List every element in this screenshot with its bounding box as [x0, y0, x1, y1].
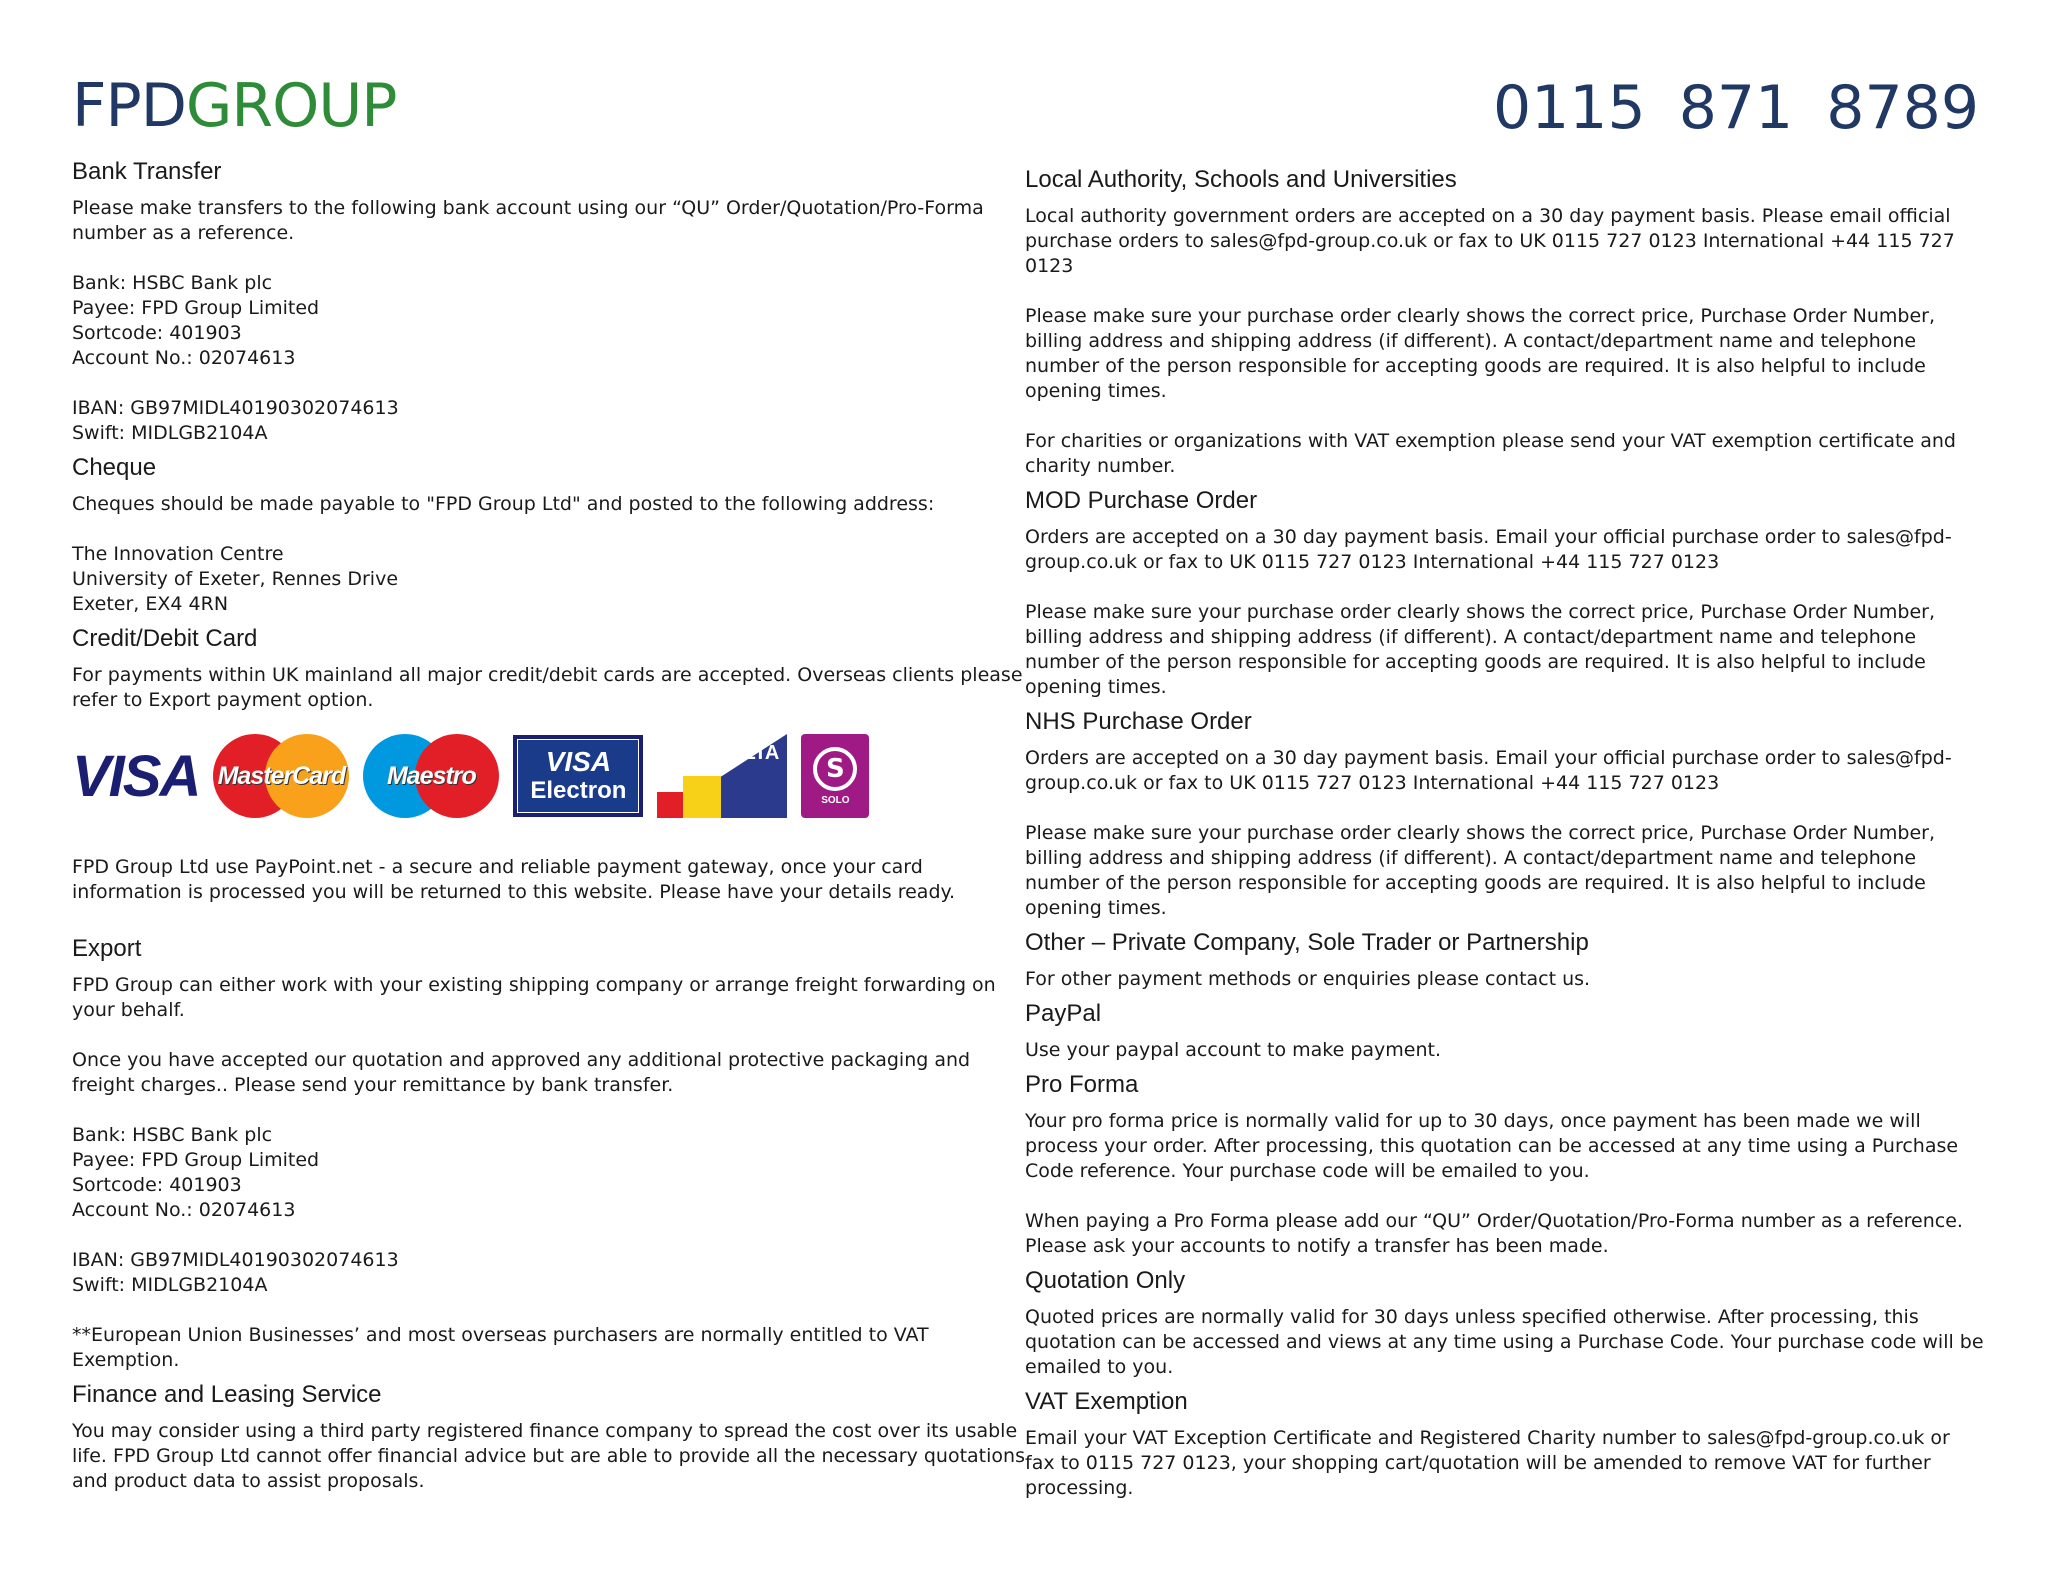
vat-p1: Email your VAT Exception Certificate and Registered Charity number to sales@fpd-group.co.uk or fax to 0115 727 0123, your shopping cart/quotation will be amended to remove VAT for further processing. — [1025, 1427, 1950, 1499]
mod-p2: Please make sure your purchase order clearly shows the correct price, Purchase Order Number, billing address and shipping address (if different). A contact/department name and telephone number of the person responsible for accepting goods are required. It is also helpful to include opening times. — [1025, 601, 1936, 698]
export-iban: IBAN: GB97MIDL40190302074613 Swift: MIDLGB2104A — [72, 1249, 399, 1296]
mastercard-label: MasterCard — [217, 762, 346, 790]
mod-p1: Orders are accepted on a 30 day payment basis. Email your official purchase order to sales@fpd-group.co.uk or fax to UK 0115 727 0123 International +44 115 727 0123 — [1025, 526, 1952, 573]
left-column — [72, 158, 1032, 1502]
export-bank-details: Bank: HSBC Bank plc Payee: FPD Group Limited Sortcode: 401903 Account No.: 02074613 — [72, 1124, 320, 1221]
electron-visa-label: VISA — [545, 746, 612, 777]
cheque-title: Cheque — [72, 454, 157, 481]
card-title: Credit/Debit Card — [72, 625, 258, 652]
right-column — [1025, 166, 1985, 1509]
paypal-title: PayPal — [1025, 1000, 1102, 1027]
bank-transfer-section — [72, 158, 1032, 446]
cheque-intro: Cheques should be made payable to "FPD Group Ltd" and posted to the following address: — [72, 493, 935, 515]
paypal-section — [1025, 1000, 1985, 1063]
pro-forma-title: Pro Forma — [1025, 1071, 1139, 1098]
electron-label: Electron — [530, 777, 627, 804]
card-intro: For payments within UK mainland all major credit/debit cards are accepted. Overseas clients please refer to Export payment option. — [72, 664, 1023, 711]
export-section — [72, 935, 1032, 1373]
mod-section — [1025, 487, 1985, 700]
delta-logo-icon — [657, 734, 787, 818]
visa-logo-icon: VISA — [72, 743, 200, 809]
finance-text: You may consider using a third party registered finance company to spread the cost over its usable life. FPD Group Ltd cannot offer financial advice but are able to provide all the necessary quotations and product data to assist proposals. — [72, 1420, 1025, 1492]
cheque-section — [72, 454, 1032, 617]
solo-label: SOLO — [821, 794, 850, 806]
card-logos — [72, 733, 1032, 819]
local-authority-p3: For charities or organizations with VAT exemption please send your VAT exemption certificate and charity number. — [1025, 430, 1956, 477]
finance-title: Finance and Leasing Service — [72, 1381, 382, 1408]
card-section — [72, 625, 1032, 905]
other-p1: For other payment methods or enquiries please contact us. — [1025, 968, 1591, 990]
maestro-logo-icon — [363, 734, 499, 818]
quotation-p1: Quoted prices are normally valid for 30 days unless specified otherwise. After processing, this quotation can be accessed and views at any time using a Purchase Code. Your purchase code will be emailed to you. — [1025, 1306, 1984, 1378]
solo-logo-icon: S SOLO — [801, 734, 869, 818]
finance-section — [72, 1381, 1032, 1494]
logo-group: GROUP — [185, 71, 397, 141]
bank-transfer-iban: IBAN: GB97MIDL40190302074613 Swift: MIDLGB2104A — [72, 397, 399, 444]
cheque-address: The Innovation Centre University of Exeter, Rennes Drive Exeter, EX4 4RN — [72, 543, 399, 615]
export-vat-note: **European Union Businesses’ and most overseas purchasers are normally entitled to VAT Exemption. — [72, 1324, 929, 1371]
bank-transfer-details: Bank: HSBC Bank plc Payee: FPD Group Limited Sortcode: 401903 Account No.: 02074613 — [72, 272, 320, 369]
vat-title: VAT Exemption — [1025, 1388, 1188, 1415]
bank-transfer-intro: Please make transfers to the following bank account using our “QU” Order/Quotation/Pro-Forma number as a reference. — [72, 197, 984, 244]
mastercard-logo-icon — [213, 734, 349, 818]
other-title: Other – Private Company, Sole Trader or Partnership — [1025, 929, 1589, 956]
other-section — [1025, 929, 1985, 992]
fpd-group-logo — [72, 71, 397, 141]
pro-forma-p2: When paying a Pro Forma please add our “QU” Order/Quotation/Pro-Forma number as a reference. Please ask your accounts to notify a transfer has been made. — [1025, 1210, 1963, 1257]
pro-forma-section — [1025, 1071, 1985, 1259]
nhs-title: NHS Purchase Order — [1025, 708, 1252, 735]
local-authority-p1: Local authority government orders are accepted on a 30 day payment basis. Please email official purchase orders to sales@fpd-group.co.uk or fax to UK 0115 727 0123 International +44 115 727 0123 — [1025, 205, 1955, 277]
pro-forma-p1: Your pro forma price is normally valid for up to 30 days, once payment has been made we will process your order. After processing, this quotation can be accessed at any time using a Purchase Code reference. Your purchase code will be emailed to you. — [1025, 1110, 1959, 1182]
maestro-label: Maestro — [386, 762, 476, 790]
local-authority-title: Local Authority, Schools and Universities — [1025, 166, 1457, 193]
card-paypoint-text: FPD Group Ltd use PayPoint.net - a secure and reliable payment gateway, once your card information is processed you will be returned to this website. Please have your details ready. — [72, 856, 956, 903]
vat-section — [1025, 1388, 1985, 1501]
mod-title: MOD Purchase Order — [1025, 487, 1258, 514]
bank-transfer-title: Bank Transfer — [72, 158, 222, 185]
quotation-title: Quotation Only — [1025, 1267, 1186, 1294]
quotation-section — [1025, 1267, 1985, 1380]
logo-fpd: FPD — [72, 71, 186, 141]
export-p1: FPD Group can either work with your existing shipping company or arrange freight forwarding on your behalf. — [72, 974, 996, 1021]
visa-electron-logo-icon — [513, 735, 643, 817]
nhs-section — [1025, 708, 1985, 921]
delta-label: DELTA — [715, 742, 780, 764]
nhs-p2: Please make sure your purchase order clearly shows the correct price, Purchase Order Number, billing address and shipping address (if different). A contact/department name and telephone number of the person responsible for accepting goods are required. It is also helpful to include opening times. — [1025, 822, 1936, 919]
paypal-p1: Use your paypal account to make payment. — [1025, 1039, 1441, 1061]
export-p2: Once you have accepted our quotation and approved any additional protective packaging and freight charges.. Please send your remittance by bank transfer. — [72, 1049, 971, 1096]
local-authority-section — [1025, 166, 1985, 479]
nhs-p1: Orders are accepted on a 30 day payment basis. Email your official purchase order to sales@fpd-group.co.uk or fax to UK 0115 727 0123 International +44 115 727 0123 — [1025, 747, 1952, 794]
phone-number: 0115 871 8789 — [1492, 73, 1979, 143]
local-authority-p2: Please make sure your purchase order clearly shows the correct price, Purchase Order Number, billing address and shipping address (if different). A contact/department name and telephone number of the person responsible for accepting goods are required. It is also helpful to include opening times. — [1025, 305, 1936, 402]
export-title: Export — [72, 935, 142, 962]
